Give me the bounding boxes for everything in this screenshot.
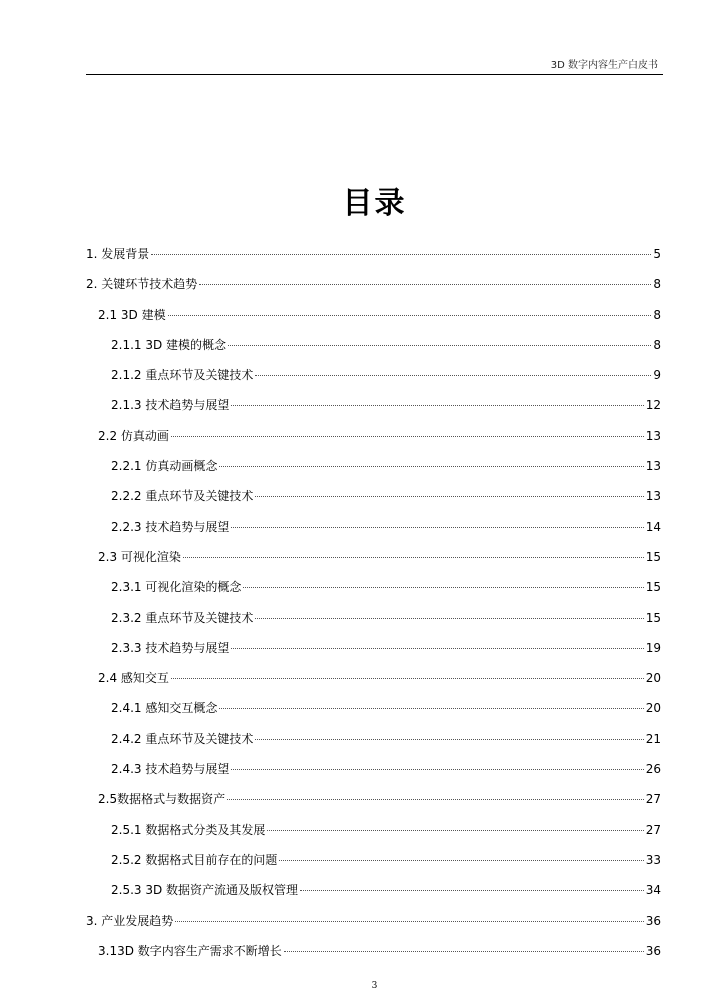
toc-entry[interactable] <box>86 486 661 516</box>
toc-entry-page: 36 <box>645 913 661 928</box>
toc-entry[interactable] <box>86 456 661 486</box>
toc-dot-leader <box>171 436 644 437</box>
toc-entry-label: 2.1 3D 建模 <box>98 307 166 322</box>
header-rule <box>86 74 663 75</box>
toc-entry[interactable] <box>86 335 661 365</box>
toc-entry-page: 36 <box>645 943 661 958</box>
toc-entry-page: 20 <box>645 671 661 686</box>
toc-dot-leader <box>227 799 644 800</box>
toc-entry[interactable] <box>86 577 661 607</box>
toc-entry[interactable] <box>86 547 661 577</box>
toc-entry-page: 27 <box>645 792 661 807</box>
toc-entry-page: 8 <box>653 307 661 322</box>
toc-entry[interactable] <box>86 395 661 425</box>
toc-entry-page: 15 <box>645 549 661 564</box>
page-number: 3 <box>371 981 378 991</box>
toc-entry[interactable] <box>86 911 661 941</box>
toc-entry[interactable] <box>86 365 661 395</box>
toc-entry[interactable] <box>86 305 661 335</box>
toc-entry[interactable] <box>86 880 661 910</box>
toc-entry-page: 8 <box>653 337 661 352</box>
toc-dot-leader <box>231 648 643 649</box>
toc-dot-leader <box>279 860 643 861</box>
toc-entry-label: 1. 发展背景 <box>86 247 150 261</box>
toc-entry-page: 8 <box>653 277 661 292</box>
toc-dot-leader <box>267 830 643 831</box>
toc-entry[interactable] <box>86 274 661 304</box>
toc-entry-label: 2.4 感知交互 <box>98 671 169 686</box>
toc-entry-label: 2.3.1 可视化渲染的概念 <box>111 580 242 595</box>
toc-entry-label: 2.3.2 重点环节及关键技术 <box>111 610 254 625</box>
toc-entry-label: 2.2 仿真动画 <box>98 428 169 443</box>
toc-dot-leader <box>219 466 643 467</box>
toc-entry[interactable] <box>86 820 661 850</box>
toc-entry-label: 2.5.1 数据格式分类及其发展 <box>111 822 266 837</box>
toc-dot-leader <box>255 739 643 740</box>
toc-entry-page: 33 <box>645 852 661 867</box>
toc-entry-label: 2.2.1 仿真动画概念 <box>111 459 218 474</box>
toc-entry-label: 2.5数据格式与数据资产 <box>98 792 226 807</box>
toc-entry[interactable] <box>86 729 661 759</box>
toc-entry-label: 2.3.3 技术趋势与展望 <box>111 640 230 655</box>
toc-entry-page: 13 <box>645 489 661 504</box>
toc-entry[interactable] <box>86 608 661 638</box>
toc-entry-page: 19 <box>645 640 661 655</box>
toc-entry-page: 26 <box>645 762 661 777</box>
toc-entry[interactable] <box>86 850 661 880</box>
toc-entry-page: 21 <box>645 731 661 746</box>
toc-dot-leader <box>284 951 644 952</box>
toc-dot-leader <box>175 921 643 922</box>
toc-entry-page: 12 <box>645 398 661 413</box>
toc-entry-label: 2. 关键环节技术趋势 <box>86 277 198 292</box>
toc-entry-label: 3.13D 数字内容生产需求不断增长 <box>98 943 282 958</box>
toc-entry-page: 27 <box>645 822 661 837</box>
toc-dot-leader <box>300 890 644 891</box>
table-of-contents <box>86 244 661 971</box>
toc-entry-page: 15 <box>645 610 661 625</box>
toc-entry-label: 3. 产业发展趋势 <box>86 913 174 928</box>
toc-entry[interactable] <box>86 668 661 698</box>
toc-entry-label: 2.1.3 技术趋势与展望 <box>111 398 230 413</box>
toc-entry[interactable] <box>86 941 661 971</box>
toc-dot-leader <box>171 678 644 679</box>
toc-dot-leader <box>255 496 643 497</box>
toc-dot-leader <box>219 708 643 709</box>
toc-entry-label: 2.5.3 3D 数据资产流通及版权管理 <box>111 883 299 898</box>
toc-entry[interactable] <box>86 638 661 668</box>
toc-entry[interactable] <box>86 244 661 274</box>
toc-entry[interactable] <box>86 426 661 456</box>
toc-entry-page: 15 <box>645 580 661 595</box>
toc-entry-label: 2.4.2 重点环节及关键技术 <box>111 731 254 746</box>
running-header: 3D 数字内容生产白皮书 <box>550 60 658 71</box>
toc-entry-page: 13 <box>645 459 661 474</box>
toc-entry-page: 20 <box>645 701 661 716</box>
toc-dot-leader <box>255 375 651 376</box>
toc-entry-label: 2.1.1 3D 建模的概念 <box>111 337 227 352</box>
toc-entry[interactable] <box>86 698 661 728</box>
toc-dot-leader <box>243 587 643 588</box>
toc-entry-label: 2.4.1 感知交互概念 <box>111 701 218 716</box>
toc-entry-page: 34 <box>645 883 661 898</box>
toc-entry-label: 2.2.2 重点环节及关键技术 <box>111 489 254 504</box>
toc-dot-leader <box>255 618 643 619</box>
toc-dot-leader <box>151 254 651 255</box>
toc-entry-label: 2.4.3 技术趋势与展望 <box>111 762 230 777</box>
toc-entry[interactable] <box>86 789 661 819</box>
toc-dot-leader <box>231 527 643 528</box>
toc-dot-leader <box>168 315 652 316</box>
toc-entry[interactable] <box>86 759 661 789</box>
page-title: 目录 <box>342 186 407 221</box>
toc-entry-page: 13 <box>645 428 661 443</box>
toc-dot-leader <box>183 557 644 558</box>
toc-entry-label: 2.3 可视化渲染 <box>98 549 181 564</box>
toc-entry-page: 14 <box>645 519 661 534</box>
toc-entry-page: 5 <box>653 247 661 261</box>
toc-entry-label: 2.1.2 重点环节及关键技术 <box>111 368 254 383</box>
toc-entry-label: 2.5.2 数据格式目前存在的问题 <box>111 852 278 867</box>
toc-dot-leader <box>199 284 651 285</box>
toc-dot-leader <box>228 345 651 346</box>
toc-dot-leader <box>231 769 643 770</box>
toc-entry-page: 9 <box>653 368 661 383</box>
toc-dot-leader <box>231 405 643 406</box>
toc-entry[interactable] <box>86 517 661 547</box>
toc-entry-label: 2.2.3 技术趋势与展望 <box>111 519 230 534</box>
